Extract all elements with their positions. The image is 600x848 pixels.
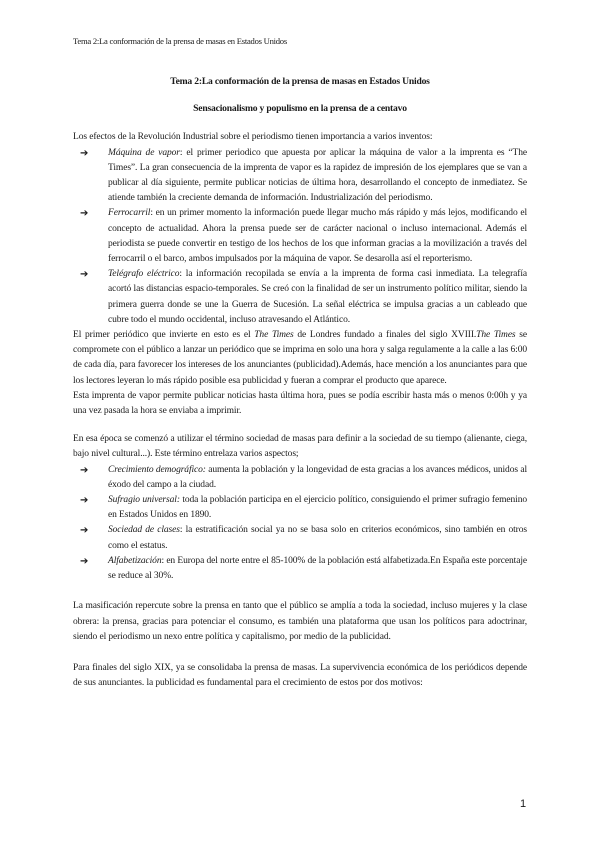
list-item [73,463,527,493]
document-subtitle: Sensacionalismo y populismo en la prensa de a centavo [193,103,407,115]
newspaper-name: The Times [254,330,294,341]
newspaper-name: The Times [476,330,516,341]
times-paragraph [73,328,527,389]
list-item [73,554,527,584]
text-run: de Londres fundado a finales del siglo XVIII. [293,330,477,341]
aspects-list [73,463,527,585]
arrow-icon: ➔ [80,495,89,507]
list-item-term: Sociedad de clases [108,525,180,536]
list-item [73,267,527,328]
arrow-icon: ➔ [80,525,89,537]
list-item-term: Máquina de vapor [108,147,180,158]
list-item-term: Ferrocarril [108,208,151,219]
list-item-term: Crecimiento demográfico: [108,464,206,475]
list-item [73,523,527,553]
list-item [73,146,527,207]
list-item-text: : la estratificación social ya no se basa solo en criterios económicos, sino también en otros como el estatus. [108,525,527,551]
arrow-icon: ➔ [80,555,89,567]
list-item-term: Sufragio universal: [108,495,180,506]
list-item-text: : la información recopilada se envía a la imprenta de forma casi inmediata. La telegrafía acortó las distancias espacio-temporales. Se creó con la finalidad de ser un instrumento político militar, siendo la primera guerra donde se une la Guerra de Sucesión. La señal eléctrica se impulsa gracias a un cableado que cubre todo el mundo occidental, incluso atravesando el Atlántico. [108,269,527,325]
page-number: 1 [520,798,527,810]
list-item-text: : en Europa del norte entre el 85-100% de la población está alfabetizada.En España este porcentaje se reduce al 30%. [108,555,527,582]
steam-press-paragraph: Esta imprenta de vapor permite publicar noticias hasta última hora, pues se podía escribir hasta más o menos 0:00h y ya una vez pasada la hora se enviaba a imprimir. [73,390,527,417]
list-item-text: : el primer periodico que apuesta por aplicar la máquina de valor a la imprenta es “The Times”. La gran consecuencia de la imprenta de vapor es la rapidez de impresión de los ejemplares que se van a publicar al día siguiente, permite publicar noticias de última hora, desarrollando el concepto de inmediatez. Se atiende también la creciente demanda de información. Industrialización del periodismo. [108,147,527,204]
list-item-text: aumenta la población y la longevidad de esta gracias a los avances médicos, unidos al éxodo del campo a la ciudad. [108,464,527,490]
document-title: Tema 2:La conformación de la prensa de masas en Estados Unidos [170,76,430,87]
list-item-text: : en un primer momento la información puede llegar mucho más rápido y más lejos, modificando el concepto de actualidad. Ahora la prensa puede ser de carácter nacional o incluso internacional. Además el periodista se puede convertir en testigo de los hechos de los que informan gracias a la movilización a través del ferrocarril o el barco, ambos impulsados por la máquina de vapor. Se desarolla así el reporterismo. [108,208,527,265]
massification-paragraph: La masificación repercute sobre la prensa en tanto que el público se amplía a toda la sociedad, incluso mujeres y la clase obrera: la prensa, gracias para potenciar el consumo, es también una plataforma que usan los políticos para adoctrinar, siendo el periodismo un nexo entre política y capitalismo, por medio de la publicidad. [73,601,527,642]
text-run: se compromete con el público a lanzar un periódico que se imprima en solo una hora y salga regulamente a la calle a las 6:00 de cada día, para favorecer los intereses de los anunciantes (publicidad).Además, hace mención a los anunciantes para que los lectores leyeran lo más rápido posible esa publicidad y fueran a comprar el producto que aparece. [73,330,527,386]
closing-paragraph: Para finales del siglo XIX, ya se consolidaba la prensa de masas. La supervivencia económica de los periódicos depende de sus anunciantes. la publicidad es fundamental para el crecimiento de estos por dos motivos: [73,662,527,689]
arrow-icon: ➔ [80,269,89,281]
document-body [73,74,527,691]
list-item-text: toda la población participa en el ejercicio político, consiguiendo el primer sufragio femenino en Estados Unidos en 1890. [108,495,527,521]
list-item [73,493,527,523]
list-item [73,206,527,267]
text-run: El primer periódico que invierte en esto es el [73,330,255,341]
list-item-term: Alfabetización [108,555,162,566]
list-item-term: Telégrafo eléctrico [108,269,180,280]
intro-paragraph: Los efectos de la Revolución Industrial sobre el periodismo tienen importancia a varios inventos: [73,132,433,143]
inventions-list [73,146,527,328]
running-header: Tema 2:La conformación de la prensa de masas en Estados Unidos [73,36,287,46]
arrow-icon: ➔ [80,208,89,220]
mass-society-intro: En esa época se comenzó a utilizar el término sociedad de masas para definir a la sociedad de su tiempo (alienante, ciega, bajo nivel cultural...). Este término entrelaza varios aspectos; [73,434,527,460]
arrow-icon: ➔ [80,147,89,159]
arrow-icon: ➔ [80,464,89,476]
